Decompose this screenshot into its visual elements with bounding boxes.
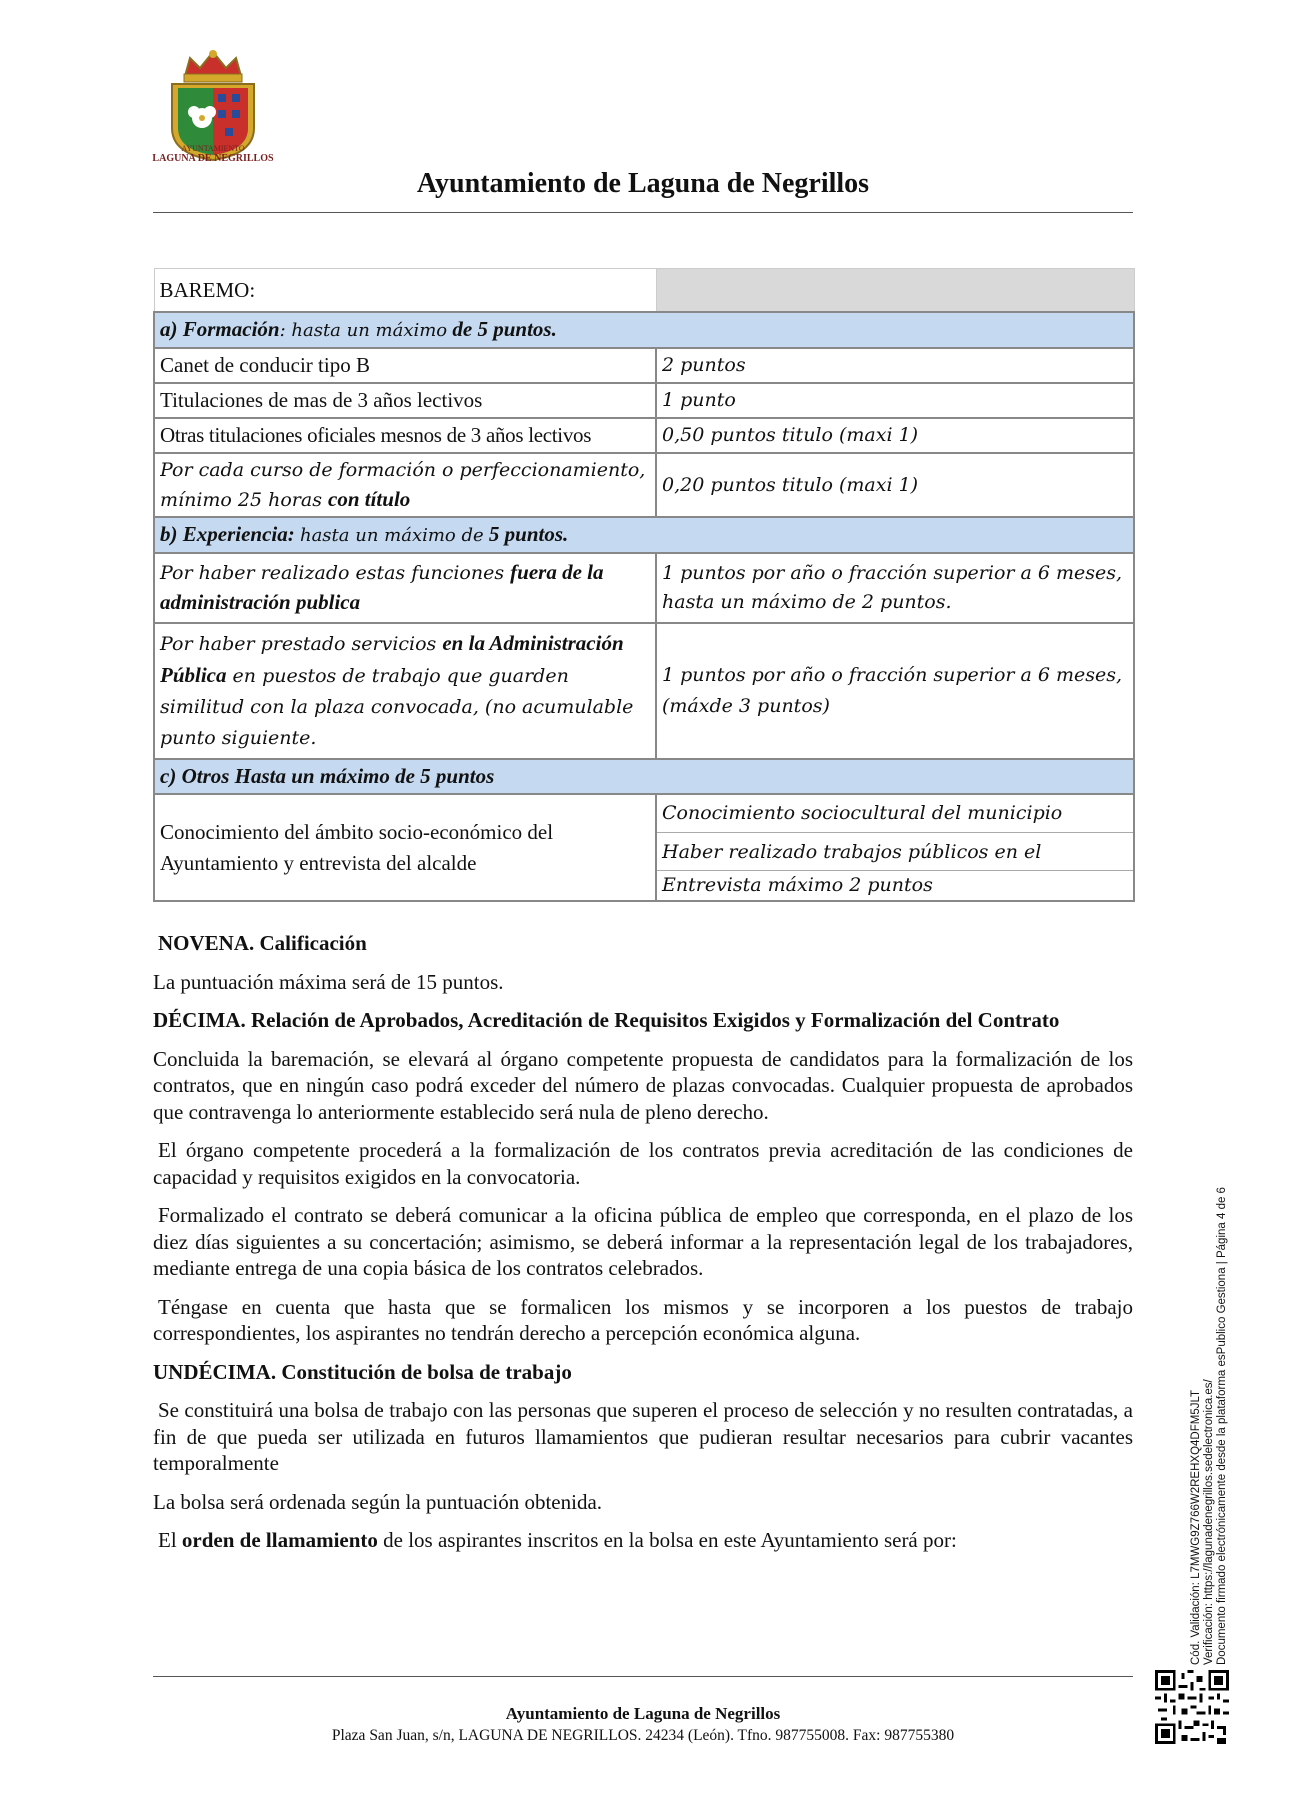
row-value: 1 puntos por año o fracción superior a 6 meses, (máxde 3 puntos) [656,623,1134,759]
row-label: Conocimiento del ámbito socio-económico del Ayuntamiento y entrevista del alcalde [154,794,656,901]
row-value-3: Entrevista máximo 2 puntos [662,874,933,896]
table-heading: BAREMO: [154,269,656,313]
row-value: 0,20 puntos titulo (maxi 1) [656,453,1134,517]
section-b-range: hasta un máximo de [299,525,484,546]
row-value: 2 puntos [656,348,1134,383]
section-heading-undecima: UNDÉCIMA. Constitución de bolsa de trabajo [153,1359,572,1384]
baremo-table [153,268,1135,902]
row-label: Titulaciones de mas de 3 años lectivos [154,383,656,418]
table-section-a [154,312,1134,348]
logo-caption-line-2: LAGUNA DE NEGRILLOS [152,153,274,164]
validation-sidebar-text [1190,1145,1229,1665]
table-row [154,623,1134,759]
row-value-1: Conocimiento sociocultural del municipio [657,795,1133,833]
paragraph-bold: orden de llamamiento [181,1528,378,1552]
paragraph: La bolsa será ordenada según la puntuación obtenida. [153,1489,603,1514]
verification-url: Verificación: https://lagunadenegrillos.sedelectronica.es/ [1203,1379,1215,1665]
paragraph: Téngase en cuenta que hasta que se formalicen los mismos y se incorporen a los puestos de trabajo correspondientes, los aspirantes no tendrán derecho a percepción económica alguna. [153,1294,1133,1345]
table-row [154,269,1134,313]
paragraph: Concluida la baremación, se elevará al órgano competente propuesta de candidatos para la formalización de los contratos, que en ningún caso podrá exceder del número de plazas convocadas. Cualquier propuesta de aprobados que contravenga lo anteriormente establecido será nula de pleno derecho. [153,1046,1133,1124]
table-row [154,418,1134,453]
table-row [154,383,1134,418]
paragraph-text: El [158,1528,177,1552]
paragraph [153,1527,1133,1554]
header-rule [153,212,1133,213]
row-label-text: Por haber prestado servicios [160,633,437,655]
section-heading-novena: NOVENA. Calificación [158,931,367,955]
section-b-max: 5 puntos. [488,522,569,546]
table-heading-blank [656,269,1134,313]
section-heading-decima: DÉCIMA. Relación de Aprobados, Acreditación de Requisitos Exigidos y Formalización del Contrato [153,1008,1060,1032]
footer-title: Ayuntamiento de Laguna de Negrillos [505,1704,781,1723]
document-body [153,930,1133,1566]
logo-caption-line-1: AYUNTAMIENTO [181,144,245,153]
signature-note: Documento firmado electrónicamente desde la plataforma esPublico Gestiona | Página 4 de 6 [1216,1187,1228,1665]
paragraph: El órgano competente procederá a la formalización de los contratos previa acreditación de las condiciones de capacidad y requisitos exigidos en la convocatoria. [153,1138,1133,1189]
paragraph: Se constituirá una bolsa de trabajo con las personas que superen el proceso de selección y no resulten contratadas, a fin de que pueda ser utilizada en futuros llamamientos que pudieran resultar necesarios para cubrir vacantes temporalmente [153,1398,1133,1475]
row-label-text: Por cada curso de formación o perfeccionamiento, mínimo 25 horas [160,459,646,511]
section-c-label: c) Otros Hasta un máximo de 5 puntos [154,759,1134,794]
row-value: 1 punto [656,383,1134,418]
footer-address: Plaza San Juan, s/n, LAGUNA DE NEGRILLOS. 24234 (León). Tfno. 987755008. Fax: 987755380 [331,1727,955,1744]
validation-code: Cód. Validación: L7MWG9Z766W2REHXQ4DFM5JLT [1190,1389,1202,1665]
qr-code-icon [1155,1670,1229,1744]
table-row [154,794,1134,901]
section-a-label: a) Formación [160,317,280,341]
row-label: Canet de conducir tipo B [154,348,656,383]
row-label-text-2: en puestos de trabajo que guarden similitud con la plaza convocada, (no acumulable punto siguiente. [160,665,634,749]
table-row [154,348,1134,383]
row-label-bold: con título [328,487,411,511]
row-label-text: Por haber realizado estas funciones [160,562,505,584]
row-label-bold: fuera de la administración publica [160,560,604,614]
paragraph: La puntuación máxima será de 15 puntos. [153,969,504,994]
row-label: Otras titulaciones oficiales mesnos de 3 años lectivos [154,418,656,453]
row-value: 1 puntos por año o fracción superior a 6 meses, hasta un máximo de 2 puntos. [656,553,1134,623]
row-value-2: Haber realizado trabajos públicos en el [657,833,1133,871]
logo-caption [140,144,286,164]
row-label [160,456,650,514]
section-a-range: : hasta un máximo [279,320,448,341]
table-row [154,453,1134,517]
table-section-b [154,517,1134,553]
paragraph: Formalizado el contrato se deberá comunicar a la oficina pública de empleo que corresponda, en el plazo de los diez días siguientes a su concertación; asimismo, se deberá informar a la representación legal de los trabajadores, mediante entrega de una copia básica de los contratos celebrados. [153,1203,1133,1280]
row-value: 0,50 puntos titulo (maxi 1) [656,418,1134,453]
footer-rule [153,1676,1133,1677]
paragraph-text-2: de los aspirantes inscritos en la bolsa en este Ayuntamiento será por: [383,1528,957,1552]
row-label-bold: en la Administración Pública [160,631,624,687]
header-title: Ayuntamiento de Laguna de Negrillos [416,168,870,199]
table-section-c [154,759,1134,794]
table-row [154,553,1134,623]
section-a-max: de 5 puntos. [452,317,557,341]
section-b-label: b) Experiencia: [160,522,295,546]
